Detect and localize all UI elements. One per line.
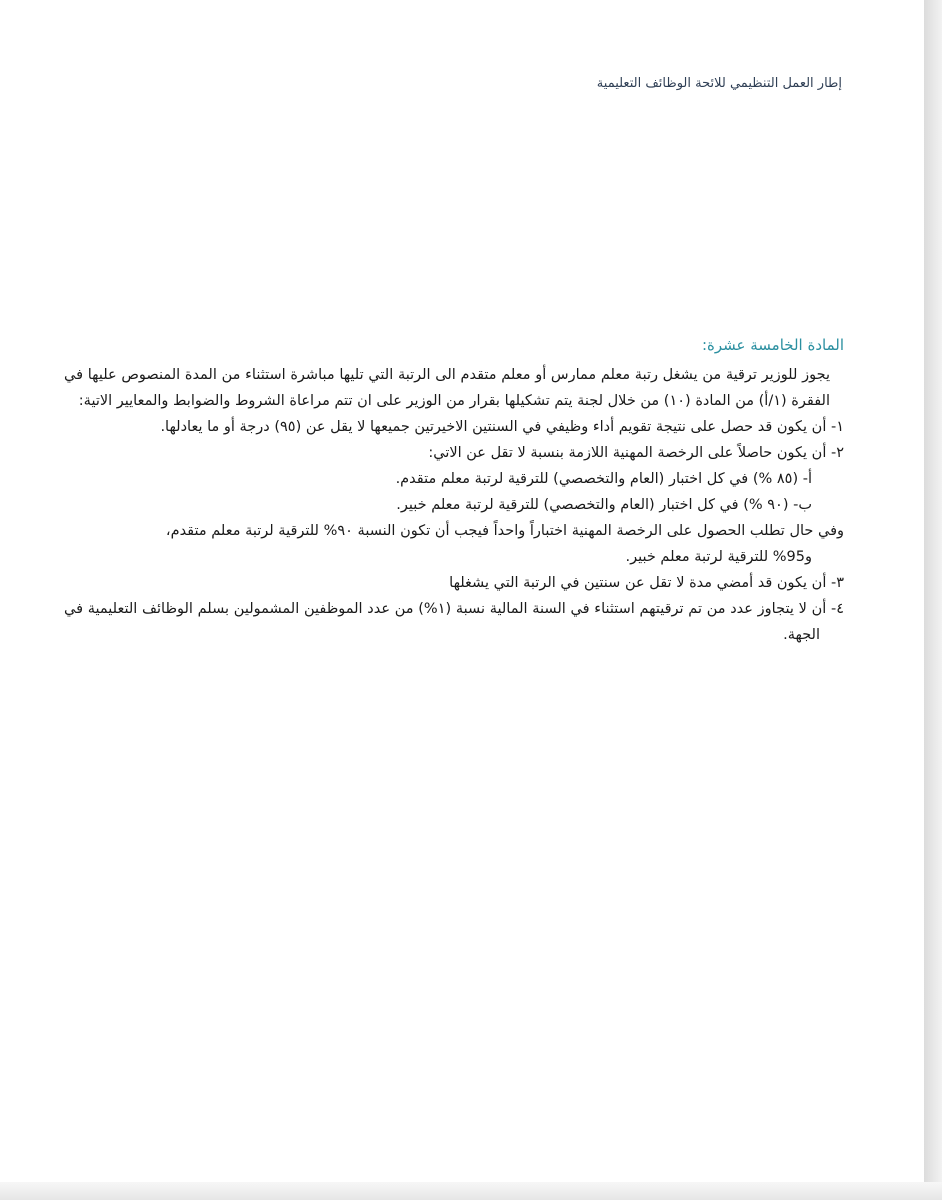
condition-subitem-a: أ- (٨٥ %) في كل اختبار (العام والتخصصي) للترقية لرتبة معلم متقدم. <box>395 471 812 487</box>
single-test-note-continued: و95% للترقية لرتبة معلم خبير. <box>625 549 812 565</box>
condition-item-1: ١- أن يكون قد حصل على نتيجة تقويم أداء وظيفي في السنتين الاخيرتين جميعها لا يقل عن (٩٥) درجة أو ما يعادلها. <box>160 419 844 435</box>
condition-subitem-b: ب- (٩٠ %) في كل اختبار (العام والتخصصي) للترقية لرتبة معلم خبير. <box>396 497 812 513</box>
page-edge-shadow <box>924 0 942 1200</box>
running-header: إطار العمل التنظيمي للائحة الوظائف التعليمية <box>596 76 842 91</box>
article-intro-paragraph: يجوز للوزير ترقية من يشغل رتبة معلم ممارس أو معلم متقدم الى الرتبة التي تليها مباشرة استثناء من المدة المنصوص عليها في الفقرة (١/أ) من المادة (١٠) من خلال لجنة يتم تشكيلها بقرار من الوزير على ان تتم مراعاة الشروط والضوابط والمعايير الاتية: <box>64 367 830 409</box>
article-body <box>64 362 844 648</box>
article-heading: المادة الخامسة عشرة: <box>701 336 844 354</box>
page-bottom-edge <box>0 1182 942 1200</box>
condition-item-2: ٢- أن يكون حاصلاً على الرخصة المهنية اللازمة بنسبة لا تقل عن الاتي: <box>428 445 844 461</box>
condition-item-3: ٣- أن يكون قد أمضي مدة لا تقل عن سنتين في الرتبة التي يشغلها <box>449 575 844 591</box>
single-test-note: وفي حال تطلب الحصول على الرخصة المهنية اختباراً واحداً فيجب أن تكون النسبة ٩٠% للترقية لرتبة معلم متقدم، <box>165 523 844 539</box>
condition-item-4: ٤- أن لا يتجاوز عدد من تم ترقيتهم استثناء في السنة المالية نسبة (١%) من عدد الموظفين المشمولين بسلم الوظائف التعليمية في الجهة. <box>64 601 844 643</box>
